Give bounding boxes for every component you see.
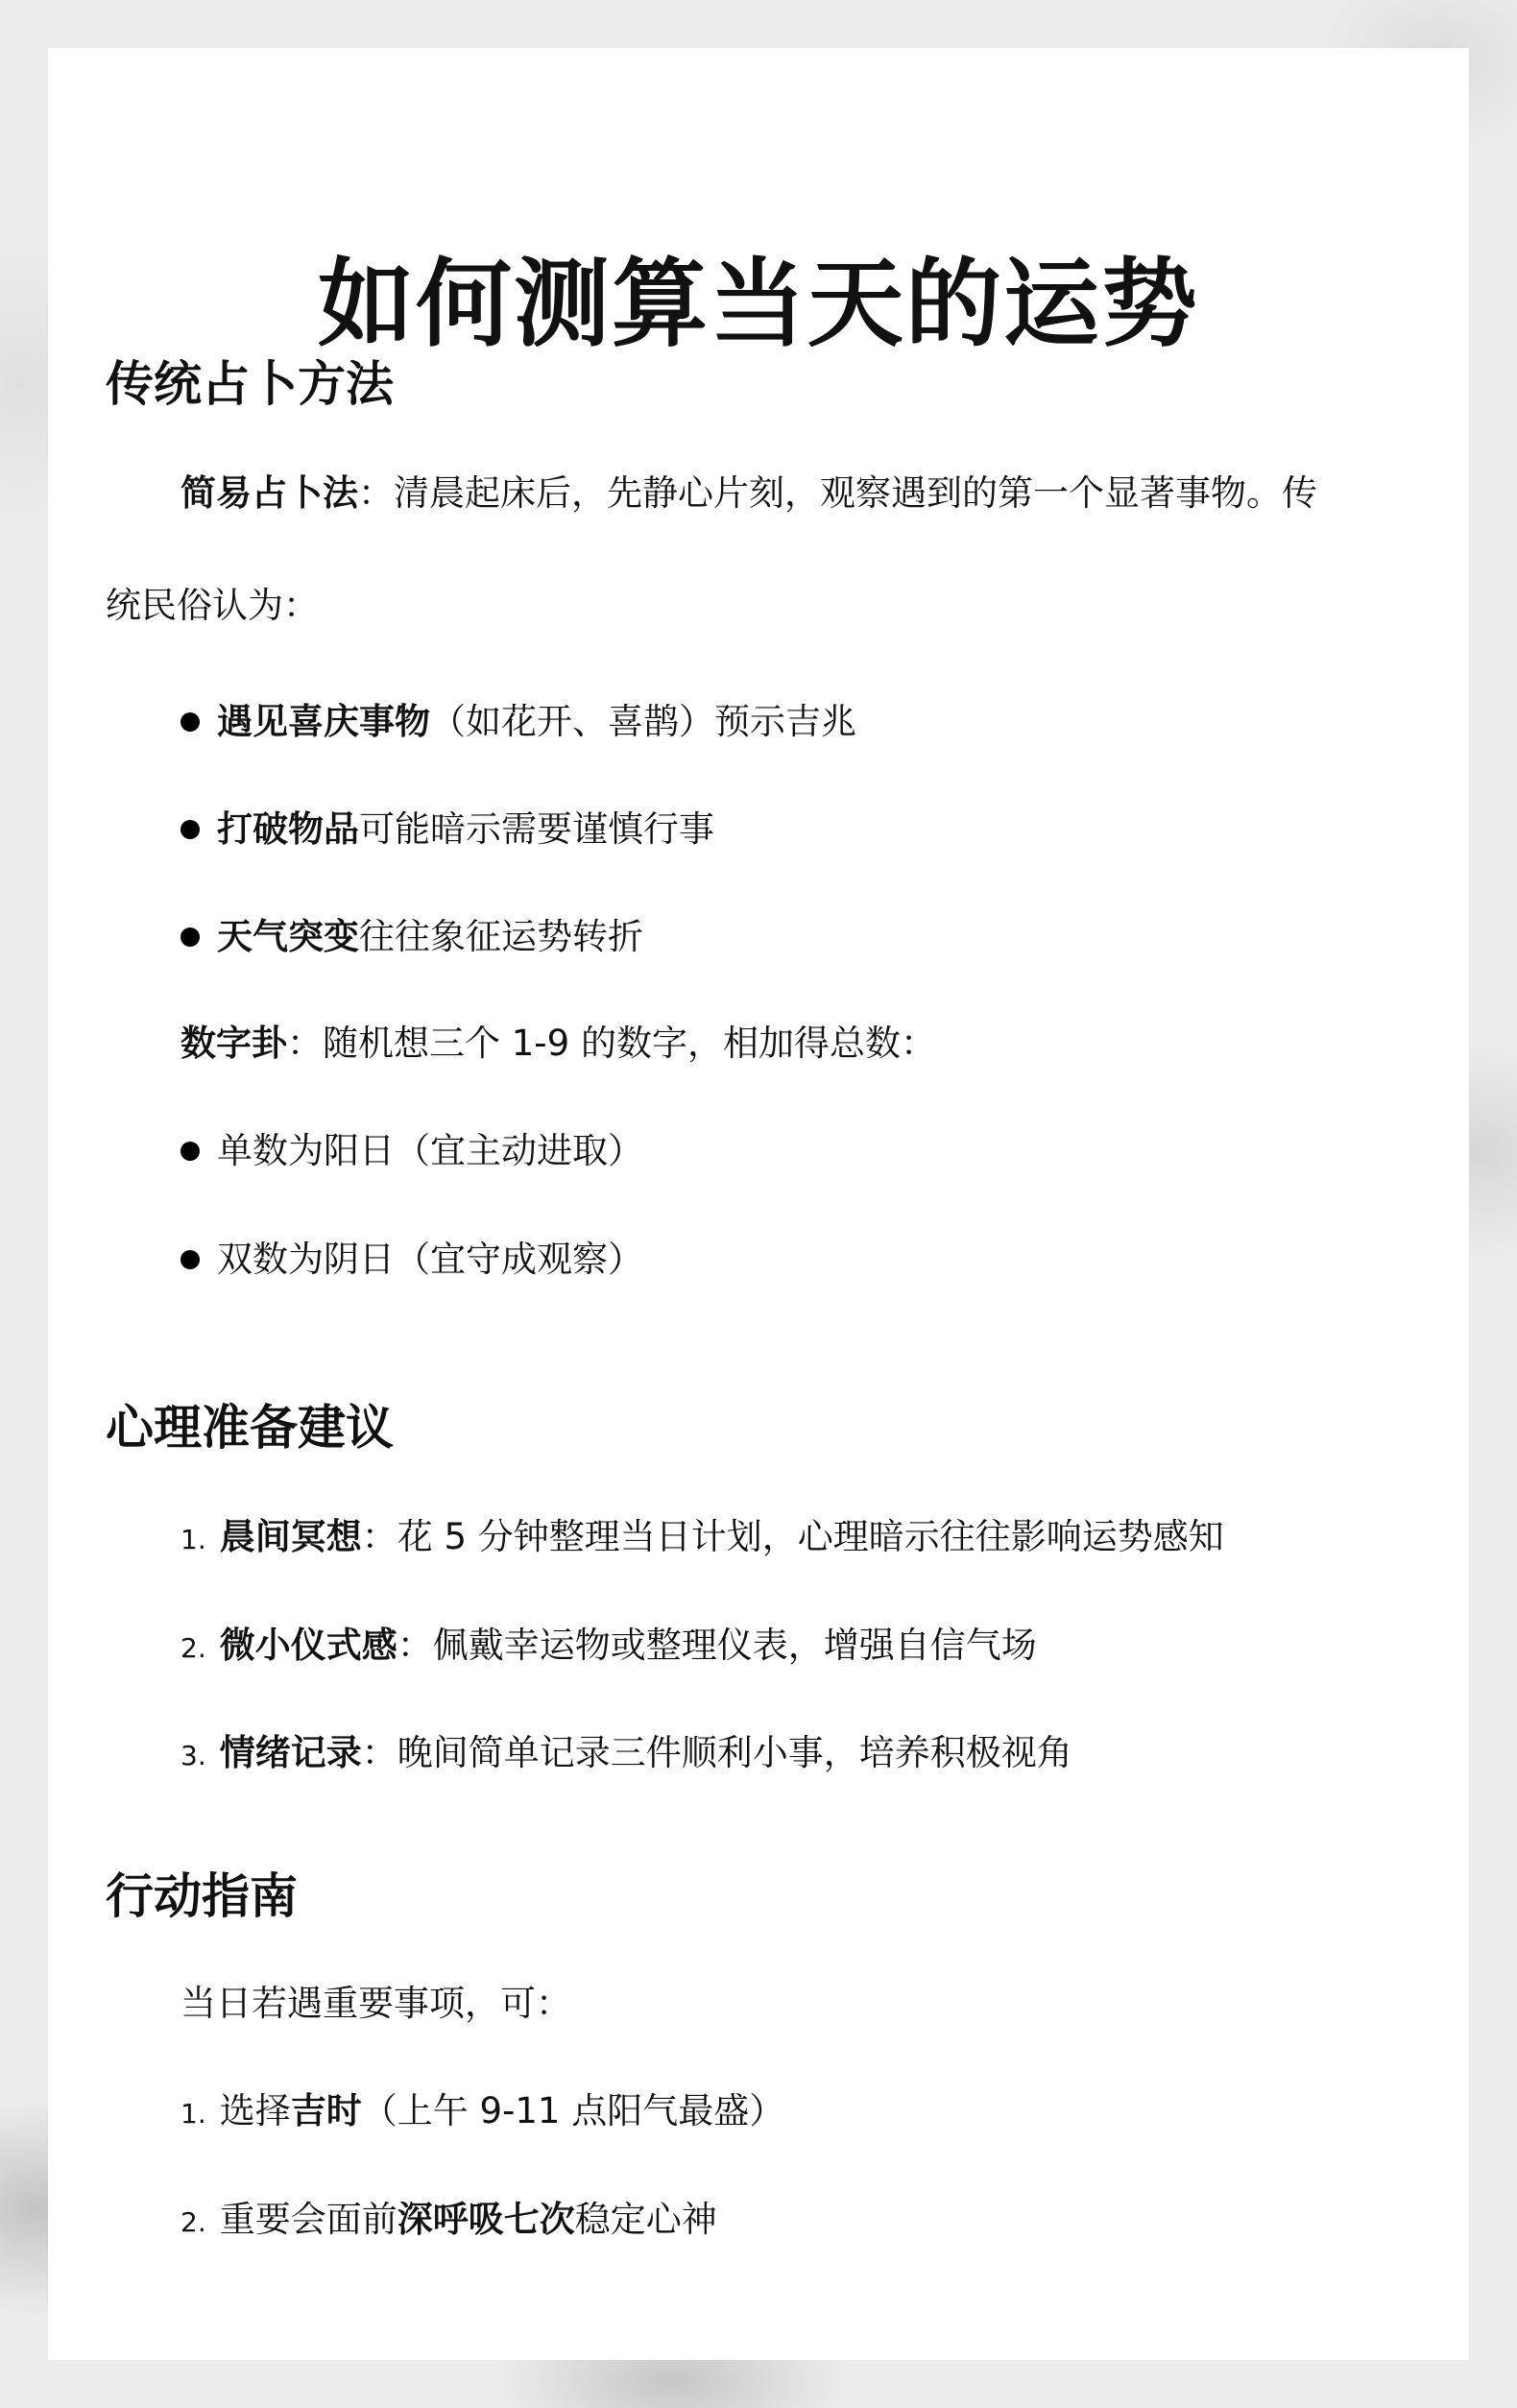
bullet-icon: [181, 712, 200, 732]
paragraph-simple-divination: [181, 472, 1317, 514]
document-page: [48, 48, 1469, 2360]
list-item-text: （如花开、喜鹊）预示吉兆: [430, 701, 856, 742]
list-item: [181, 808, 714, 850]
paragraph-text: ：清晨起床后，先静心片刻，观察遇到的第一个显著事物。传: [358, 472, 1317, 514]
page-title: 如何测算当天的运势: [318, 248, 1199, 360]
list-item-text: 往往象征运势转折: [359, 916, 643, 957]
list-item: [181, 1732, 1072, 1773]
bullet-icon: [181, 1142, 200, 1161]
list-item-term: 深呼吸七次: [397, 2199, 575, 2240]
list-item: [181, 1625, 1037, 1666]
list-number: 1.: [181, 2098, 206, 2130]
list-number: 3.: [181, 1740, 206, 1771]
list-item-prefix: 选择: [219, 2090, 291, 2131]
bullet-icon: [181, 927, 200, 947]
paragraph-action-intro: 当日若遇重要事项，可：: [181, 1983, 571, 2024]
list-number: 2.: [181, 1632, 206, 1664]
list-item-term: 遇见喜庆事物: [217, 701, 430, 742]
list-item-text: 可能暗示需要谨慎行事: [359, 808, 714, 850]
list-item-text: 单数为阳日（宜主动进取）: [217, 1130, 643, 1171]
list-item: [181, 1516, 1224, 1557]
section-heading-action-guide: 行动指南: [106, 1868, 298, 1924]
list-item: [181, 2090, 785, 2131]
term-simple-divination: 简易占卜法: [181, 472, 358, 514]
list-item: [181, 1130, 643, 1171]
list-item-term: 晨间冥想: [219, 1516, 362, 1557]
list-item-term: 吉时: [290, 2090, 362, 2131]
list-item-term: 打破物品: [217, 808, 359, 850]
list-number: 1.: [181, 1524, 206, 1555]
bullet-icon: [181, 1250, 200, 1269]
list-item-text: ：晚间简单记录三件顺利小事，培养积极视角: [361, 1732, 1072, 1773]
list-item-text: 双数为阴日（宜守成观察）: [217, 1239, 643, 1280]
section-heading-mental-preparation: 心理准备建议: [106, 1400, 394, 1456]
bullet-icon: [181, 820, 200, 839]
list-item-term: 情绪记录: [219, 1732, 362, 1773]
paragraph-number-divination: [181, 1023, 936, 1064]
list-number: 2.: [181, 2206, 206, 2238]
list-item: [181, 701, 856, 742]
list-item-term: 天气突变: [217, 916, 359, 957]
paragraph-text: ：随机想三个 1-9 的数字，相加得总数：: [287, 1023, 936, 1064]
list-item: [181, 916, 643, 957]
list-item-text: （上午 9-11 点阳气最盛）: [361, 2090, 785, 2131]
list-item: [181, 2199, 717, 2240]
list-item-text: ：佩戴幸运物或整理仪表，增强自信气场: [397, 1625, 1037, 1666]
list-item-term: 微小仪式感: [219, 1625, 397, 1666]
list-item: [181, 1239, 643, 1280]
term-number-divination: 数字卦: [181, 1023, 287, 1064]
section-heading-traditional-divination: 传统占卜方法: [106, 356, 394, 412]
list-item-text: 稳定心神: [574, 2199, 717, 2240]
list-item-prefix: 重要会面前: [219, 2199, 397, 2240]
list-item-text: ：花 5 分钟整理当日计划，心理暗示往往影响运势感知: [361, 1516, 1224, 1557]
paragraph-continuation: 统民俗认为：: [106, 585, 319, 626]
